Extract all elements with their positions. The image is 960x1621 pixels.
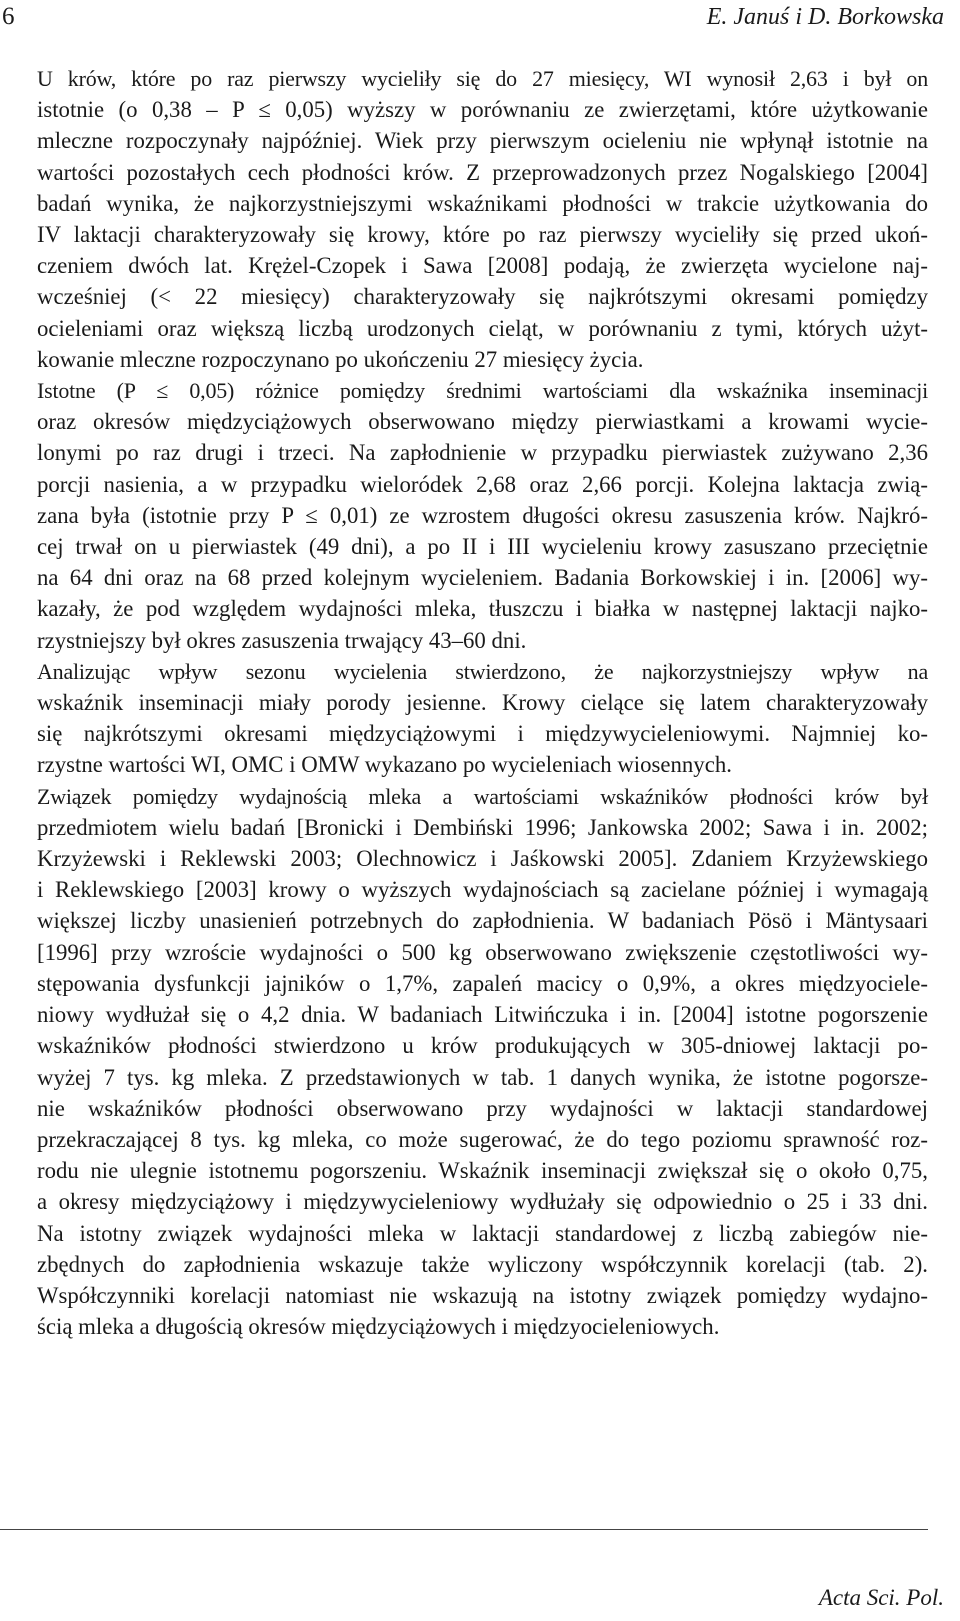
text-line: Związek pomiędzy wydajnością mleka a wartościami wskaźników płodności krów był xyxy=(37,783,928,809)
text-line: nie wskaźników płodności obserwowano przy wydajności w laktacji standardowej xyxy=(37,1095,928,1121)
text-line: U krów, które po raz pierwszy wycieliły się do 27 miesięcy, WI wynosił 2,63 i był on xyxy=(37,66,928,91)
text-line: kazały, że pod względem wydajności mleka, tłuszczu i białka w następnej laktacji najko- xyxy=(37,596,928,622)
text-line: cej trwał on u pierwiastek (49 dni), a po II i III wycieleniu krowy zasuszano przeciętnie xyxy=(37,534,928,560)
text-line: niowy wydłużał się o 4,2 dnia. W badaniach Litwińczuka i in. [2004] istotne pogorszenie xyxy=(37,1002,928,1028)
text-line: IV laktacji charakteryzowały się krowy, które po raz pierwszy wycieliły się przed ukoń- xyxy=(37,222,928,248)
text-line: Analizując wpływ sezonu wycielenia stwierdzono, że najkorzystniejszy wpływ na xyxy=(37,658,928,684)
text-line: [1996] przy wzroście wydajności o 500 kg obserwowano zwiększenie częstotliwości wy- xyxy=(37,939,928,965)
text-line: Współczynniki korelacji natomiast nie wskazują na istotny związek pomiędzy wydajno- xyxy=(37,1282,928,1308)
text-line: ocieleniami oraz większą liczbą urodzonych cieląt, w porównaniu z tymi, których użyt- xyxy=(37,315,928,341)
text-line: Krzyżewski i Reklewski 2003; Olechnowicz i Jaśkowski 2005]. Zdaniem Krzyżewskiego xyxy=(37,846,928,872)
text-line: Istotne (P ≤ 0,05) różnice pomiędzy średnimi wartościami dla wskaźnika inseminacji xyxy=(37,378,928,404)
text-line: wartości pozostałych cech płodności krów. Z przeprowadzonych przez Nogalskiego [2004] xyxy=(37,159,928,185)
text-line: przekraczającej 8 tys. kg mleka, co może sugerować, że do tego poziomu sprawność roz- xyxy=(37,1126,928,1152)
text-line: zbędnych do zapłodnienia wskazuje także wyliczony współczynnik korelacji (tab. 2). xyxy=(37,1251,928,1277)
text-line: Na istotny związek wydajności mleka w laktacji standardowej z liczbą zabiegów nie- xyxy=(37,1220,928,1246)
paragraph xyxy=(4,63,928,375)
text-line: wskaźnik inseminacji miały porody jesienne. Krowy cielące się latem charakteryzowały xyxy=(37,690,928,716)
text-line: czeniem dwóch lat. Krężel-Czopek i Sawa [2008] podają, że zwierzęta wycielone naj- xyxy=(37,253,928,279)
text-line: oraz okresów międzyciążowych obserwowano między pierwiastkami a krowami wycie- xyxy=(37,409,928,435)
text-line: porcji nasienia, a w przypadku wieloródek 2,68 oraz 2,66 porcji. Kolejna laktacja zwią- xyxy=(37,471,928,497)
paragraph xyxy=(4,656,928,781)
footer-divider xyxy=(0,1529,928,1530)
journal-name: Acta Sci. Pol. xyxy=(818,1585,944,1610)
paragraph xyxy=(4,781,928,1343)
text-line: większej liczby unasienień potrzebnych do zapłodnienia. W badaniach Pösö i Mäntysaari xyxy=(37,908,928,934)
text-line: rodu nie ulegnie istotnemu pogorszeniu. Wskaźnik inseminacji zwiększał się o około 0,75, xyxy=(37,1158,928,1184)
text-line: kowanie mleczne rozpoczynano po ukończeniu 27 miesięcy życia. xyxy=(37,346,644,372)
paragraph xyxy=(4,375,928,656)
text-line: na 64 dni oraz na 68 przed kolejnym wycieleniem. Badania Borkowskiej i in. [2006] wy- xyxy=(37,565,928,591)
text-line: przedmiotem wielu badań [Bronicki i Dembiński 1996; Jankowska 2002; Sawa i in. 2002; xyxy=(37,814,928,840)
page-number: 6 xyxy=(2,3,15,30)
text-line: się najkrótszymi okresami międzyciążowymi i międzywycieleniowymi. Najmniej ko- xyxy=(37,721,928,747)
running-head: E. Januś i D. Borkowska xyxy=(706,4,944,30)
text-line: zana była (istotnie przy P ≤ 0,01) ze wzrostem długości okresu zasuszenia krów. Najkró- xyxy=(37,502,928,528)
text-line: rzystne wartości WI, OMC i OMW wykazano po wycieleniach wiosennych. xyxy=(37,752,732,778)
text-line: a okresy międzyciążowy i międzywycieleniowy wydłużały się odpowiednio o 25 i 33 dni. xyxy=(37,1189,928,1215)
text-line: istotnie (o 0,38 – P ≤ 0,05) wyższy w porównaniu ze zwierzętami, które użytkowanie xyxy=(37,97,928,123)
text-line: lonymi po raz drugi i trzeci. Na zapłodnienie w przypadku pierwiastek zużywano 2,36 xyxy=(37,440,928,466)
text-line: rzystniejszy był okres zasuszenia trwający 43–60 dni. xyxy=(37,627,527,653)
text-line: ścią mleka a długością okresów międzyciążowych i międzyocieleniowych. xyxy=(37,1314,720,1340)
text-line: badań wynika, że najkorzystniejszymi wskaźnikami płodności w trakcie użytkowania do xyxy=(37,190,928,216)
text-line: i Reklewskiego [2003] krowy o wyższych wydajnościach są zacielane później i wymagają xyxy=(37,877,928,903)
text-line: mleczne rozpoczynały najpóźniej. Wiek przy pierwszym ocieleniu nie wpłynął istotnie na xyxy=(37,128,928,154)
article-body xyxy=(4,63,928,1342)
text-line: wyżej 7 tys. kg mleka. Z przedstawionych w tab. 1 danych wynika, że istotne pogorsze- xyxy=(37,1064,928,1090)
text-line: wcześniej (< 22 miesięcy) charakteryzowały się najkrótszymi okresami pomiędzy xyxy=(37,284,928,310)
text-line: wskaźników płodności stwierdzono u krów produkujących w 305-dniowej laktacji po- xyxy=(37,1033,928,1059)
text-line: stępowania dysfunkcji jajników o 1,7%, zapaleń macicy o 0,9%, a okres międzyociele- xyxy=(37,970,928,996)
